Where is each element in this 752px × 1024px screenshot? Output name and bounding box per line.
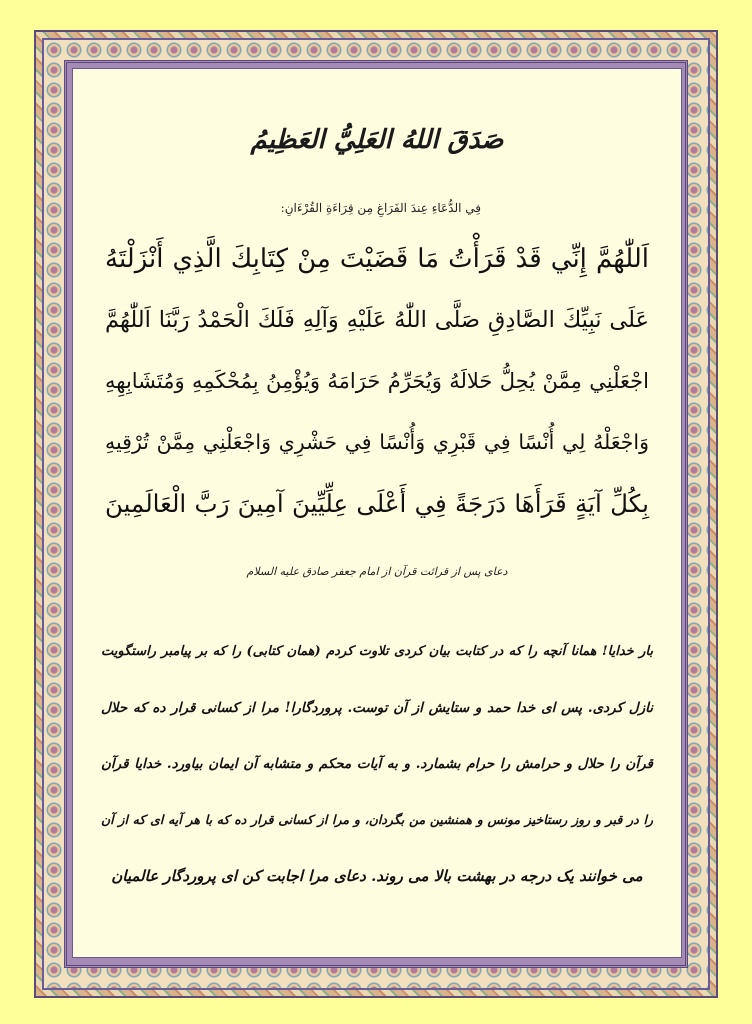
arabic-line: اَللّٰهُمَّ إِنِّي قَدْ قَرَأْتُ مَا قَضَيْتَ مِنْ كِتَابِكَ الَّذِي أَنْزَلْتَهُ [105,244,649,274]
arabic-prayer [105,229,649,534]
subtitle: فِي الدُّعَاءِ عِندَ الفَرَاغِ مِن قِرَاءَةِ القُرْءَانِ: [280,201,481,215]
arabic-line: وَاجْعَلْهُ لِي أُنْسًا فِي قَبْرِي وَأُنْسًا فِي حَشْرِي وَاجْعَلْنِي مِمَّنْ تُرْقِيهِ [105,430,649,454]
persian-line: می خوانند یک درجه در بهشت بالا می روند. دعای مرا اجابت کن ای پروردگار عالمیان [111,867,643,885]
text-panel [72,68,682,958]
persian-line: بار خدایا! همانا آنچه را که در کتابت بیان کردی تلاوت کردم (همان کتابی) را که بر پیامبر راستگویت [101,644,653,659]
arabic-line: بِكُلِّ آيَةٍ قَرَأَهَا دَرَجَةً فِي أَعْلَى عِلِّيِّينَ آمِينَ رَبَّ الْعَالَمِينَ [105,489,649,518]
persian-line: قرآن را حلال و حرامش را حرام بشمارد. و به آیات محکم و متشابه آن ایمان بیاورد. خدایا قرآن [101,756,653,772]
arabic-line: اجْعَلْنِي مِمَّنْ يُحِلُّ حَلالَهُ وَيُحَرِّمُ حَرَامَهُ وَيُؤْمِنُ بِمُحْكَمِهِ وَمُتَشَابِهِهِ [105,369,649,393]
persian-line: را در قبر و روز رستاخیز مونس و همنشین من بگردان، و مرا از کسانی قرار ده که با هر آیه ای که از آن [101,812,653,827]
page-title: صَدَقَ اللهُ العَلِيُّ العَظِيمُ [250,125,504,155]
arabic-line: عَلَى نَبِيِّكَ الصَّادِقِ صَلَّى اللّٰهُ عَلَيْهِ وَآلِهِ فَلَكَ الْحَمْدُ رَبَّنَا اَللّٰهُمَّ [105,307,649,333]
persian-line: نازل کردی. پس ای خدا حمد و ستایش از آن توست. پروردگارا! مرا از کسانی قرار ده که حلال [101,700,653,716]
translation-caption: دعای پس از قرائت قرآن از امام جعفر صادق علیه السلام [246,565,508,578]
persian-translation [101,624,653,904]
